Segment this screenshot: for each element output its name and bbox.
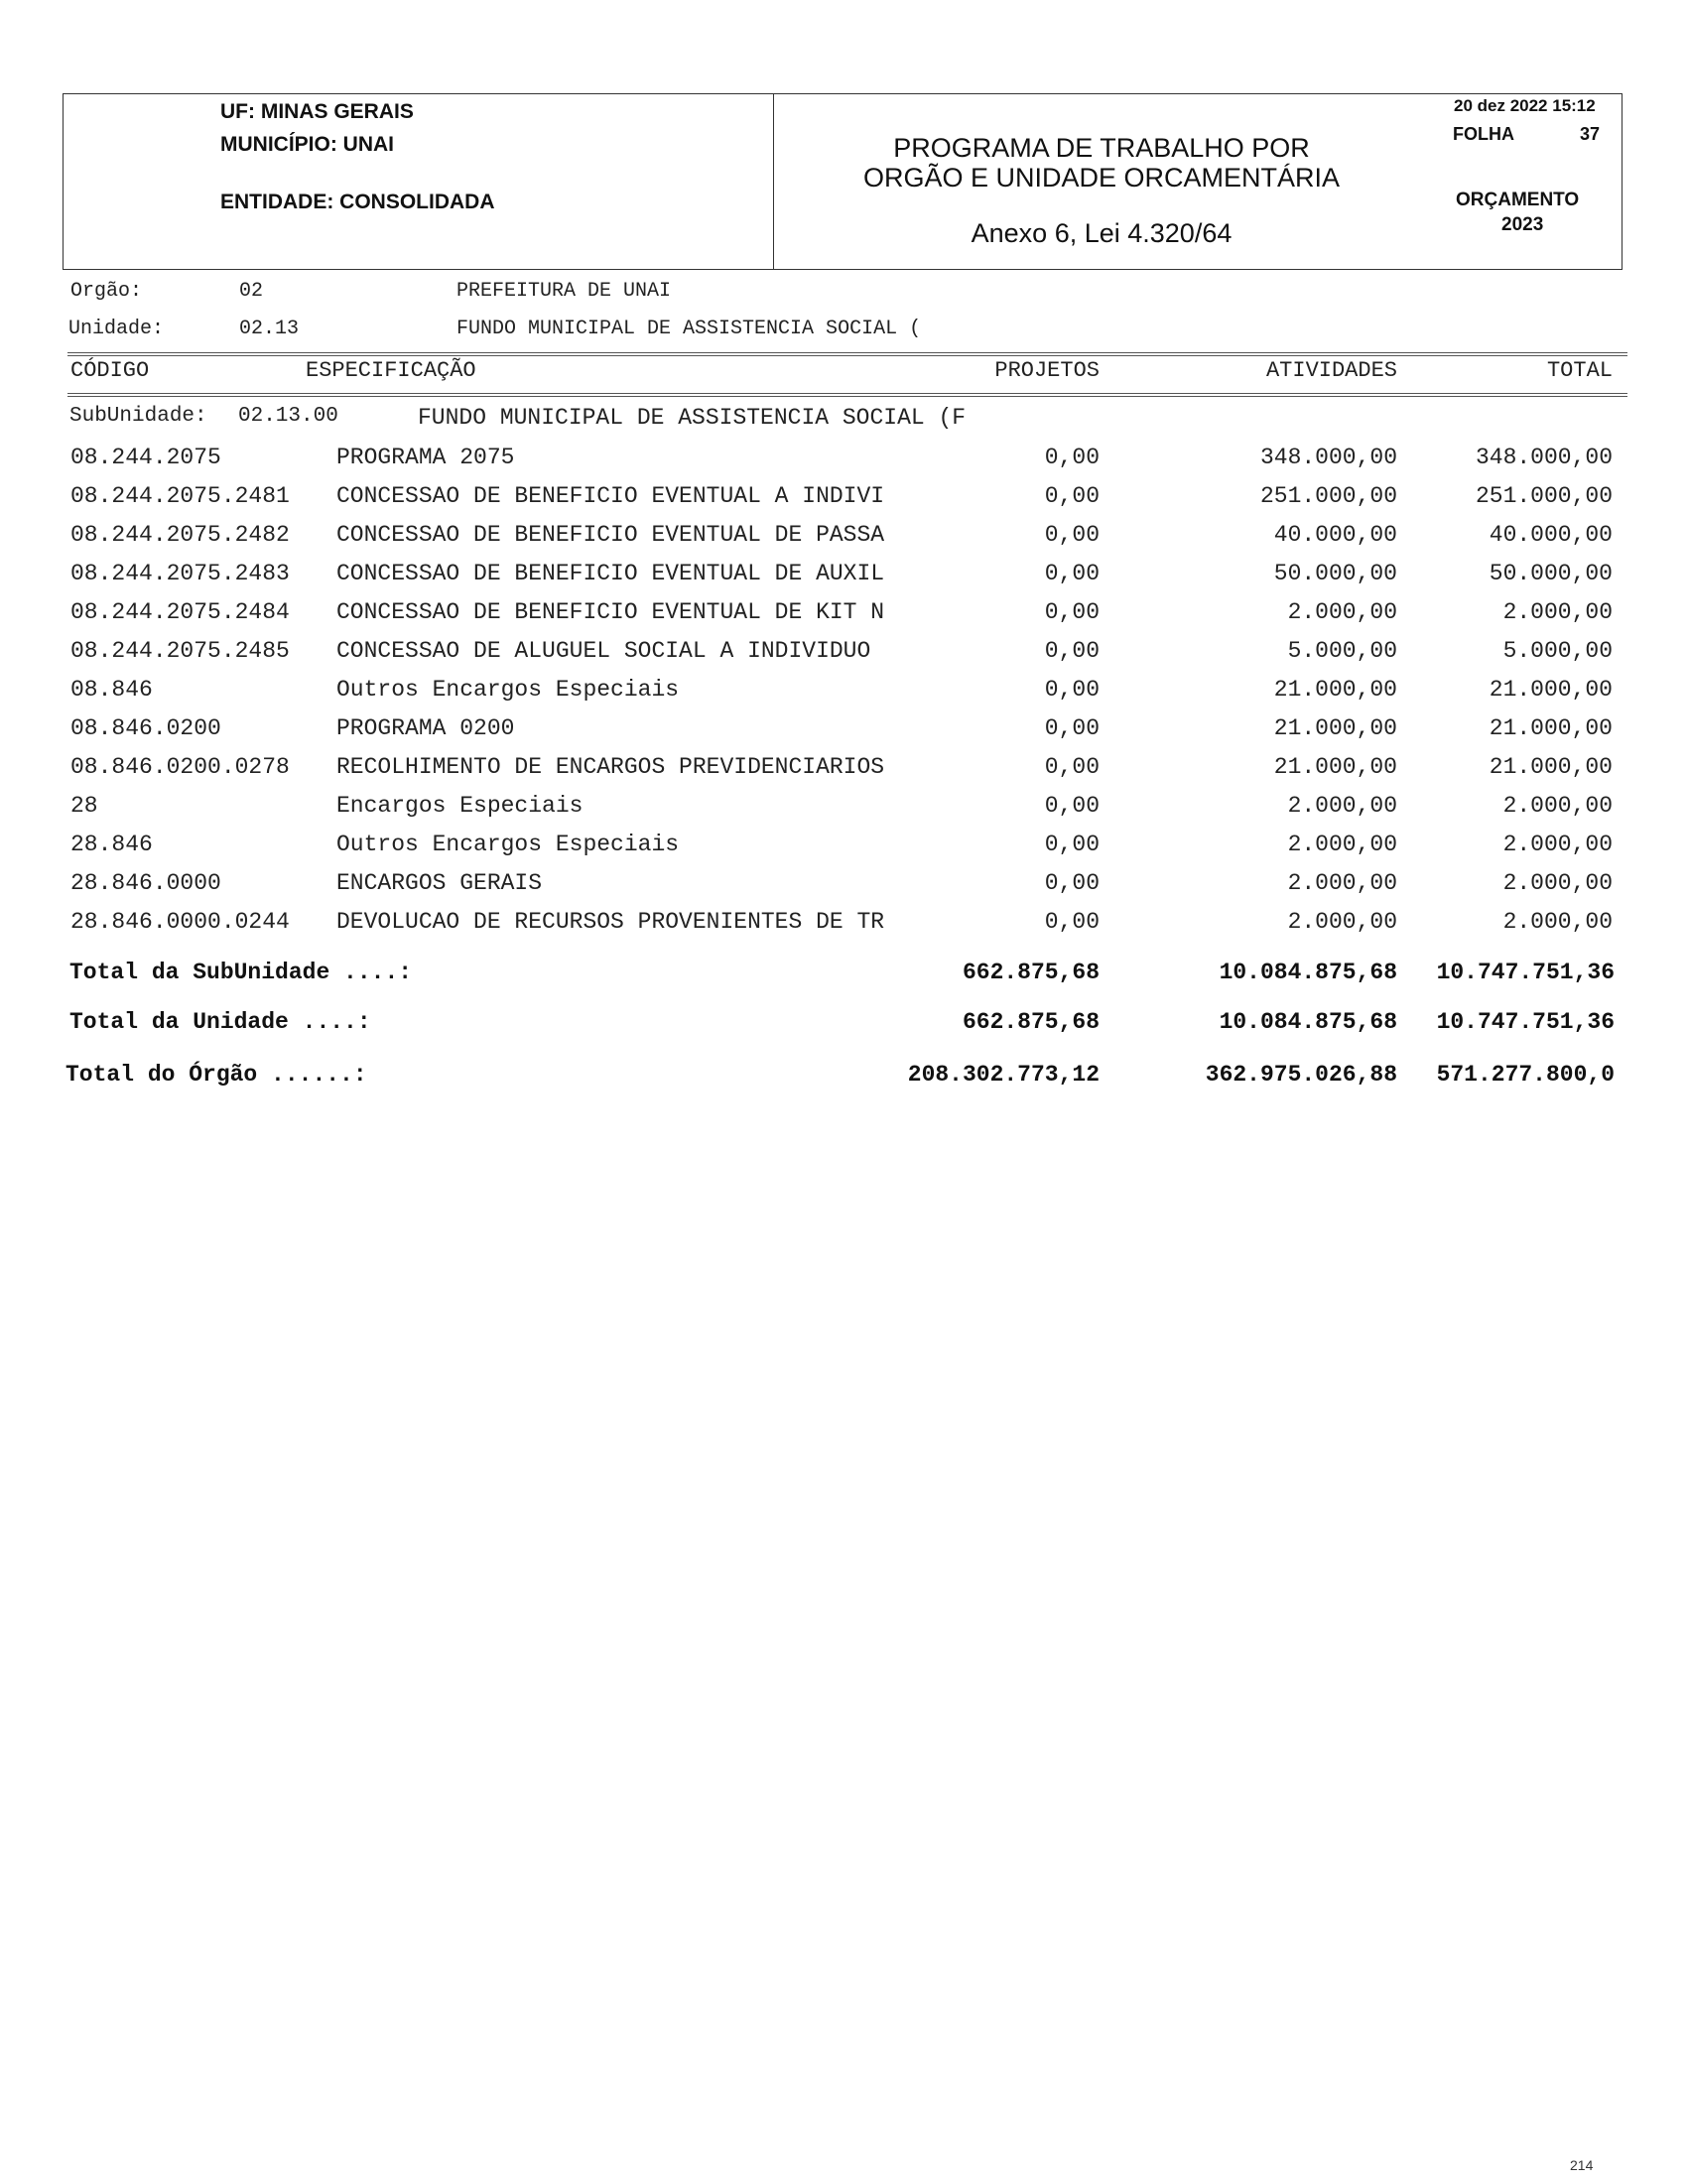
row-total: 2.000,00 bbox=[1502, 909, 1613, 935]
header-title-block bbox=[774, 94, 1429, 269]
row-total: 2.000,00 bbox=[1502, 599, 1613, 625]
header-rule-top bbox=[67, 352, 1627, 356]
row-atividades: 21.000,00 bbox=[1273, 754, 1397, 780]
row-spec: Outros Encargos Especiais bbox=[336, 832, 680, 857]
orcamento-year: 2023 bbox=[1501, 214, 1544, 235]
table-row bbox=[0, 638, 1688, 674]
row-code: 28.846.0000 bbox=[70, 870, 221, 896]
table-row bbox=[0, 522, 1688, 558]
row-spec: PROGRAMA 2075 bbox=[336, 445, 515, 470]
total-total: 571.277.800,0 bbox=[1436, 1062, 1615, 1088]
row-code: 08.244.2075.2484 bbox=[70, 599, 290, 625]
row-spec: DEVOLUCAO DE RECURSOS PROVENIENTES DE TR bbox=[336, 909, 885, 935]
subunidade-row bbox=[0, 405, 1688, 441]
row-total: 5.000,00 bbox=[1502, 638, 1613, 664]
col-especificacao: ESPECIFICAÇÃO bbox=[306, 358, 476, 383]
table-row bbox=[0, 677, 1688, 712]
row-projetos: 0,00 bbox=[1044, 483, 1100, 509]
folha-label: FOLHA bbox=[1453, 124, 1514, 144]
row-projetos: 0,00 bbox=[1044, 715, 1100, 741]
subunidade-name: FUNDO MUNICIPAL DE ASSISTENCIA SOCIAL (F bbox=[418, 405, 967, 431]
row-spec: CONCESSAO DE BENEFICIO EVENTUAL DE AUXIL bbox=[336, 561, 885, 586]
row-code: 08.244.2075.2485 bbox=[70, 638, 290, 664]
row-atividades: 2.000,00 bbox=[1287, 793, 1397, 819]
table-row bbox=[0, 445, 1688, 480]
row-spec: PROGRAMA 0200 bbox=[336, 715, 515, 741]
row-total: 2.000,00 bbox=[1502, 832, 1613, 857]
table-row bbox=[0, 793, 1688, 829]
row-projetos: 0,00 bbox=[1044, 754, 1100, 780]
row-atividades: 348.000,00 bbox=[1259, 445, 1397, 470]
row-projetos: 0,00 bbox=[1044, 599, 1100, 625]
orgao-row bbox=[0, 280, 1688, 316]
column-header-row bbox=[0, 358, 1688, 394]
row-total: 251.000,00 bbox=[1475, 483, 1613, 509]
total-total: 10.747.751,36 bbox=[1436, 1009, 1615, 1035]
total-total: 10.747.751,36 bbox=[1436, 960, 1615, 985]
municipio-label: MUNICÍPIO: UNAI bbox=[220, 133, 394, 156]
row-projetos: 0,00 bbox=[1044, 638, 1100, 664]
row-total: 21.000,00 bbox=[1489, 715, 1613, 741]
row-total: 50.000,00 bbox=[1489, 561, 1613, 586]
row-code: 08.846.0200.0278 bbox=[70, 754, 290, 780]
row-projetos: 0,00 bbox=[1044, 561, 1100, 586]
row-spec: Outros Encargos Especiais bbox=[336, 677, 680, 703]
row-spec: CONCESSAO DE BENEFICIO EVENTUAL DE PASSA bbox=[336, 522, 885, 548]
row-total: 40.000,00 bbox=[1489, 522, 1613, 548]
total-projetos: 208.302.773,12 bbox=[907, 1062, 1100, 1088]
row-projetos: 0,00 bbox=[1044, 445, 1100, 470]
row-atividades: 5.000,00 bbox=[1287, 638, 1397, 664]
row-spec: CONCESSAO DE ALUGUEL SOCIAL A INDIVIDUO bbox=[336, 638, 871, 664]
table-row bbox=[0, 483, 1688, 519]
total-projetos: 662.875,68 bbox=[962, 960, 1100, 985]
row-projetos: 0,00 bbox=[1044, 909, 1100, 935]
report-anexo: Anexo 6, Lei 4.320/64 bbox=[971, 218, 1233, 248]
total-projetos: 662.875,68 bbox=[962, 1009, 1100, 1035]
row-spec: CONCESSAO DE BENEFICIO EVENTUAL A INDIVI bbox=[336, 483, 885, 509]
total-label: Total da Unidade ....: bbox=[69, 1009, 371, 1035]
row-atividades: 21.000,00 bbox=[1273, 677, 1397, 703]
row-code: 28.846 bbox=[70, 832, 153, 857]
orgao-code: 02 bbox=[239, 280, 264, 303]
page-number: 214 bbox=[1570, 2157, 1594, 2173]
row-total: 2.000,00 bbox=[1502, 793, 1613, 819]
col-codigo: CÓDIGO bbox=[70, 358, 150, 383]
total-atividades: 10.084.875,68 bbox=[1219, 1009, 1397, 1035]
report-datetime: 20 dez 2022 15:12 bbox=[1454, 96, 1596, 115]
row-code: 28 bbox=[70, 793, 98, 819]
uf-label: UF: MINAS GERAIS bbox=[220, 100, 414, 123]
row-code: 08.244.2075.2482 bbox=[70, 522, 290, 548]
row-total: 2.000,00 bbox=[1502, 870, 1613, 896]
row-projetos: 0,00 bbox=[1044, 870, 1100, 896]
folha-number: 37 bbox=[1580, 124, 1601, 144]
subunidade-label: SubUnidade: bbox=[69, 405, 207, 428]
row-projetos: 0,00 bbox=[1044, 677, 1100, 703]
row-code: 08.244.2075 bbox=[70, 445, 221, 470]
table-row bbox=[0, 870, 1688, 906]
row-atividades: 2.000,00 bbox=[1287, 870, 1397, 896]
row-projetos: 0,00 bbox=[1044, 832, 1100, 857]
row-total: 348.000,00 bbox=[1475, 445, 1613, 470]
row-atividades: 2.000,00 bbox=[1287, 909, 1397, 935]
table-row bbox=[0, 715, 1688, 751]
table-row bbox=[0, 909, 1688, 945]
table-row bbox=[0, 561, 1688, 596]
header-entity-block bbox=[64, 94, 774, 269]
row-projetos: 0,00 bbox=[1044, 522, 1100, 548]
row-spec: Encargos Especiais bbox=[336, 793, 584, 819]
total-atividades: 362.975.026,88 bbox=[1205, 1062, 1397, 1088]
col-atividades: ATIVIDADES bbox=[1265, 358, 1397, 383]
report-title-line1: PROGRAMA DE TRABALHO POR bbox=[893, 133, 1310, 163]
col-total: TOTAL bbox=[1546, 358, 1613, 383]
row-spec: ENCARGOS GERAIS bbox=[336, 870, 543, 896]
row-total: 21.000,00 bbox=[1489, 754, 1613, 780]
total-subunidade-row bbox=[0, 960, 1688, 995]
unidade-row bbox=[0, 318, 1688, 353]
row-atividades: 50.000,00 bbox=[1273, 561, 1397, 586]
orgao-label: Orgão: bbox=[70, 280, 143, 303]
row-projetos: 0,00 bbox=[1044, 793, 1100, 819]
total-label: Total do Órgão ......: bbox=[65, 1062, 367, 1088]
orgao-name: PREFEITURA DE UNAI bbox=[456, 280, 672, 303]
total-orgao-row bbox=[0, 1062, 1688, 1097]
row-atividades: 2.000,00 bbox=[1287, 599, 1397, 625]
row-code: 08.244.2075.2483 bbox=[70, 561, 290, 586]
row-atividades: 251.000,00 bbox=[1259, 483, 1397, 509]
entidade-label: ENTIDADE: CONSOLIDADA bbox=[220, 191, 495, 213]
row-code: 08.244.2075.2481 bbox=[70, 483, 290, 509]
unidade-label: Unidade: bbox=[68, 318, 165, 340]
table-row bbox=[0, 832, 1688, 867]
total-atividades: 10.084.875,68 bbox=[1219, 960, 1397, 985]
row-spec: RECOLHIMENTO DE ENCARGOS PREVIDENCIARIOS bbox=[336, 754, 885, 780]
row-atividades: 2.000,00 bbox=[1287, 832, 1397, 857]
row-atividades: 40.000,00 bbox=[1273, 522, 1397, 548]
total-label: Total da SubUnidade ....: bbox=[69, 960, 413, 985]
header-rule-bottom bbox=[67, 393, 1627, 397]
unidade-code: 02.13 bbox=[239, 318, 300, 340]
subunidade-code: 02.13.00 bbox=[238, 405, 338, 428]
orcamento-label: ORÇAMENTO bbox=[1456, 190, 1580, 210]
row-atividades: 21.000,00 bbox=[1273, 715, 1397, 741]
row-code: 08.846.0200 bbox=[70, 715, 221, 741]
unidade-name: FUNDO MUNICIPAL DE ASSISTENCIA SOCIAL ( bbox=[456, 318, 922, 340]
row-code: 28.846.0000.0244 bbox=[70, 909, 290, 935]
col-projetos: PROJETOS bbox=[994, 358, 1100, 383]
report-header bbox=[63, 93, 1623, 270]
row-code: 08.846 bbox=[70, 677, 153, 703]
table-row bbox=[0, 599, 1688, 635]
table-row bbox=[0, 754, 1688, 790]
row-total: 21.000,00 bbox=[1489, 677, 1613, 703]
row-spec: CONCESSAO DE BENEFICIO EVENTUAL DE KIT N bbox=[336, 599, 885, 625]
report-title-line2: ORGÃO E UNIDADE ORCAMENTÁRIA bbox=[862, 163, 1341, 193]
total-unidade-row bbox=[0, 1009, 1688, 1045]
